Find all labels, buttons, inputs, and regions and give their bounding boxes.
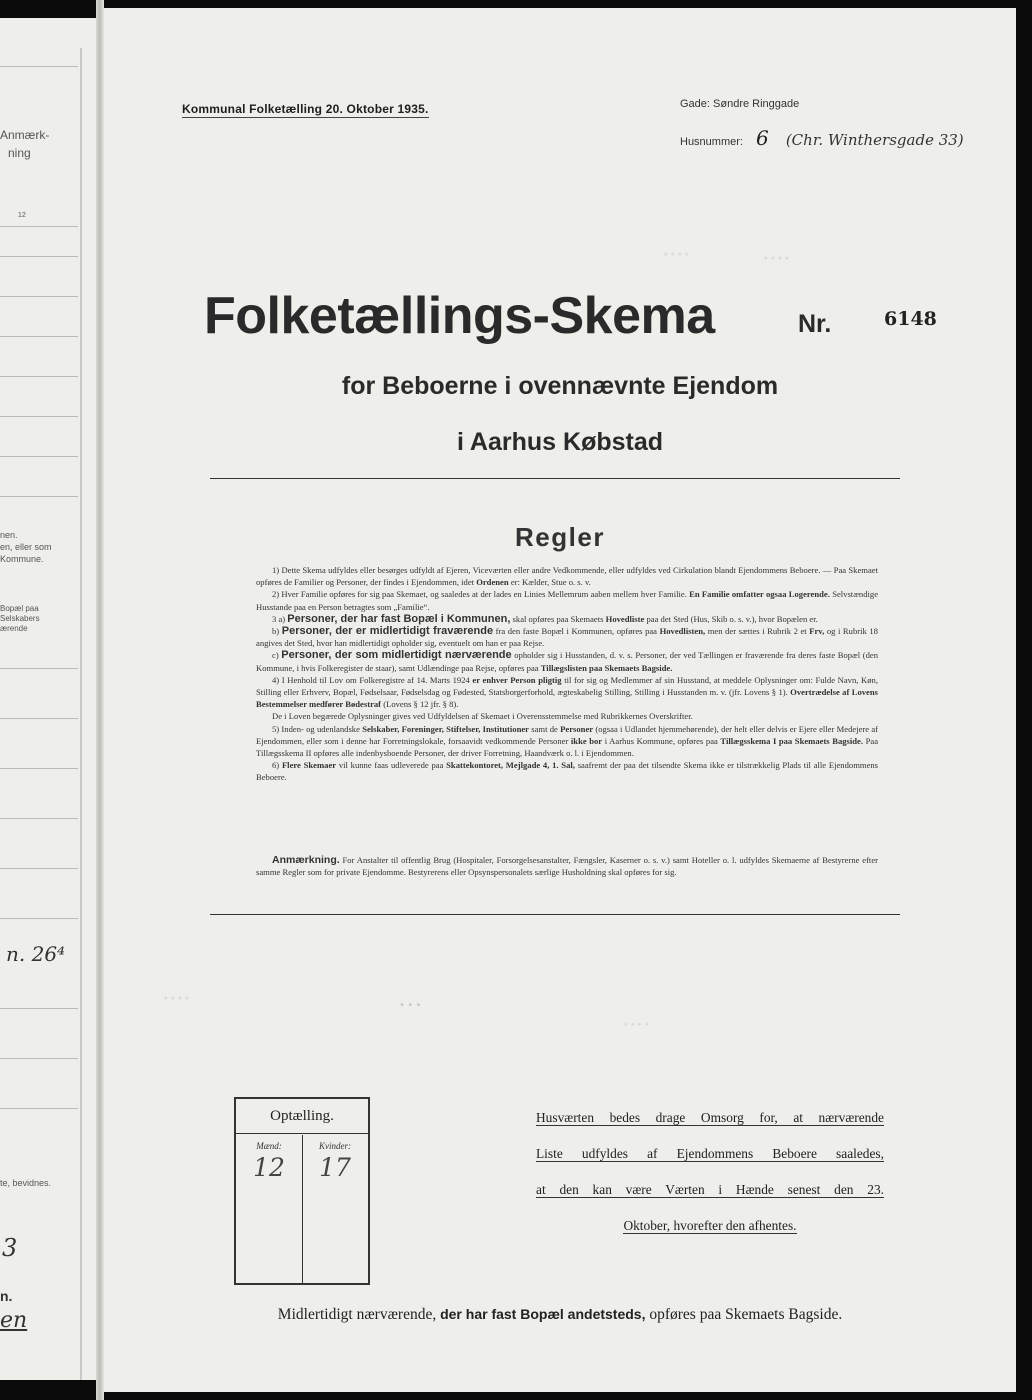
left-fragment: Kommune. xyxy=(0,554,44,564)
bleed-through-text: · · · · xyxy=(764,252,789,265)
left-fragment: n. xyxy=(0,1288,13,1304)
anmaerkning-note xyxy=(256,854,878,878)
left-page-rule xyxy=(0,66,78,67)
left-handwriting: n. 26⁴ xyxy=(6,942,66,966)
left-page-rule xyxy=(0,336,78,337)
left-fragment: te, bevidnes. xyxy=(0,1178,52,1188)
book-spine xyxy=(96,0,104,1400)
left-page-divider xyxy=(80,48,82,1380)
left-page-rule xyxy=(0,668,78,669)
notice-line: Husværten bedes drage Omsorg for, at nærværende xyxy=(536,1110,884,1125)
left-page-rule xyxy=(0,496,78,497)
men-label: Mænd: xyxy=(256,1141,282,1151)
house-number-value: 6 xyxy=(756,126,769,150)
anmaerkning-text: For Anstalter til offentlig Brug (Hospitaler, Forsorgelsesanstalter, Fængsler, Kaserner o. s. v.) samt Hoteller o. l. udfyldes Skemaerne af Bestyrerne efter samme Regler som for private Ejendomme. Bestyrerens eller Opsynspersonalets særlige Husholdning skal opføres for sig. xyxy=(256,855,879,878)
subtitle-line-1: for Beboerne i ovennævnte Ejendom xyxy=(341,372,779,400)
left-page-rule xyxy=(0,1008,78,1009)
left-page-rule xyxy=(0,1108,78,1109)
anmaerkning-label: Anmærkning. xyxy=(272,854,340,866)
women-label: Kvinder: xyxy=(319,1141,351,1151)
left-page-rule xyxy=(0,768,78,769)
left-fragment: nen. xyxy=(0,530,18,540)
street-line xyxy=(680,98,799,110)
notice-line: Liste udfyldes af Ejendommens Beboere saaledes, xyxy=(536,1146,884,1161)
left-fragment: 12 xyxy=(18,212,26,219)
rules-heading: Regler xyxy=(515,522,605,552)
left-page-rule xyxy=(0,226,78,227)
left-page-rule xyxy=(0,296,78,297)
form-number: 6148 xyxy=(884,308,937,330)
women-count: 17 xyxy=(319,1153,351,1182)
men-count: 12 xyxy=(253,1153,285,1182)
house-number-line xyxy=(680,126,964,150)
left-handwriting: 3 xyxy=(2,1234,18,1262)
left-page-rule xyxy=(0,818,78,819)
divider-bottom xyxy=(210,914,900,915)
rules-text: 1) Dette Skema udfyldes eller besørges udfyldt af Ejeren, Viceværten eller andre Vedkommende, eller udfyldes ved Cirkulation blandt Ejendommens Beboere. — Paa Skemaet opføres de Familier og Personer, der findes i Ejendommen, idet Ordenen er: Kælder, Stue o. s. v. 2) Hver Familie opføres for sig paa Skemaet, og saaledes at der lades en Linies Mellemrum aaben mellem hver Familie. En Familie omfatter ogsaa Logerende. Selvstændige Husstande paa en Person betragtes som „Familie“. 3 a) Personer, der har fast Bopæl i Kommunen, skal opføres paa Skemaets Hovedliste paa det Sted (Hus, Skib o. s. v.), hvor Bopælen er. b) Personer, der er midlertidigt fraværende fra den faste Bopæl i Kommunen, opføres paa Hovedlisten, men der sættes i Rubrik 2 et Frv, og i Rubrik 18 angives det Sted, hvor han midlertidigt opholder sig, eventuelt om han er paa Rejse. c) Personer, der som midlertidigt nærværende opholder sig i Husstanden, d. v. s. Personer, der ved Tællingen er fraværende fra deres faste Bopæl (den Kommune, i hvis Folkeregister de staar), samt Udlændinge paa Rejse, opføres paa Tillægslisten paa Skemaets Bagside. 4) I Henhold til Lov om Folkeregistre af 14. Marts 1924 er enhver Person pligtig til for sig og Medlemmer af sin Husstand, at meddele Oplysninger om: Fulde Navn, Køn, Stilling eller Erhverv, Bopæl, Fødselsaar, Fødselsdag og Fødested, Statsborgerforhold, ægteskabelig Stilling, Stilling i Husstanden m. v. (jfr. Lovens § 1). Overtrædelse af Lovens Bestemmelser medfører Bødestraf (Lovens § 12 jfr. § 8). De i Loven begærede Oplysninger gives ved Udfyldelsen af Skemaet i Overensstemmelse med Rubrikkernes Overskrifter. 5) Inden- og udenlandske Selskaber, Foreninger, Stiftelser, Institutioner samt de Personer (ogsaa i Udlandet hjemmehørende), der helt eller delvis er Ejere eller Medejere af Ejendommen, eller som i denne har Forretningslokale, forsaavidt vedkommende Personer ikke bor i Aarhus Kommune, opføres paa Tillægsskema I paa Skemaets Bagside. Paa Tillægsskema II opføres alle indenbysboende Personer, der driver Forretning, Haandværk o. l. i Ejendommen. 6) Flere Skemaer vil kunne faas udleverede paa Skattekontoret, Mejlgade 4, 1. Sal, saafremt der paa det tilsendte Skema ikke er tilstrækkelig Plads til alle Ejendommens Beboere. xyxy=(256,565,879,783)
bleed-through-text: · · · xyxy=(400,998,421,1013)
left-fragment: ning xyxy=(8,146,31,160)
bleed-through-text: · · · · xyxy=(164,992,189,1005)
men-column xyxy=(236,1135,303,1283)
census-form-page xyxy=(104,8,1016,1392)
notice-line: Oktober, hvorefter den afhentes. xyxy=(623,1218,797,1233)
census-title: Kommunal Folketælling 20. Oktober 1935. xyxy=(182,102,429,116)
left-page-rule xyxy=(0,376,78,377)
form-title: Folketællings-Skema xyxy=(204,287,715,345)
left-page-rule xyxy=(0,456,78,457)
left-page-fragment xyxy=(0,18,96,1380)
count-box-title: Optælling. xyxy=(236,1099,368,1134)
bleed-through-text: · · · · xyxy=(664,248,689,261)
house-number-label: Husnummer: xyxy=(680,136,743,148)
left-fragment: Bopæl paa xyxy=(0,604,39,613)
count-box xyxy=(234,1097,370,1285)
left-page-rule xyxy=(0,918,78,919)
left-page-rule xyxy=(0,1058,78,1059)
left-fragment: ærende xyxy=(0,624,28,633)
subtitle-line-2: i Aarhus Købstad xyxy=(456,428,664,456)
divider-top xyxy=(210,478,900,479)
landlord-notice xyxy=(536,1108,884,1252)
left-fragment: Selskabers xyxy=(0,614,40,623)
footer-note: Midlertidigt nærværende, der har fast Bopæl andetsteds, opføres paa Skemaets Bagside. xyxy=(277,1306,843,1323)
notice-line: at den kan være Værten i Hænde senest den 23. xyxy=(536,1182,884,1197)
street-label: Gade: xyxy=(680,98,710,110)
bleed-through-text: · · · · xyxy=(624,1018,649,1031)
house-note: (Chr. Winthersgade 33) xyxy=(785,131,964,149)
left-page-rule xyxy=(0,718,78,719)
left-fragment: en, eller som xyxy=(0,542,52,552)
left-page-rule xyxy=(0,256,78,257)
left-handwriting: en xyxy=(0,1308,28,1333)
street-value: Søndre Ringgade xyxy=(713,98,800,110)
women-column xyxy=(302,1135,368,1283)
left-page-rule xyxy=(0,868,78,869)
left-fragment: Anmærk- xyxy=(0,128,50,142)
form-nr-label: Nr. xyxy=(798,310,832,338)
left-page-rule xyxy=(0,416,78,417)
